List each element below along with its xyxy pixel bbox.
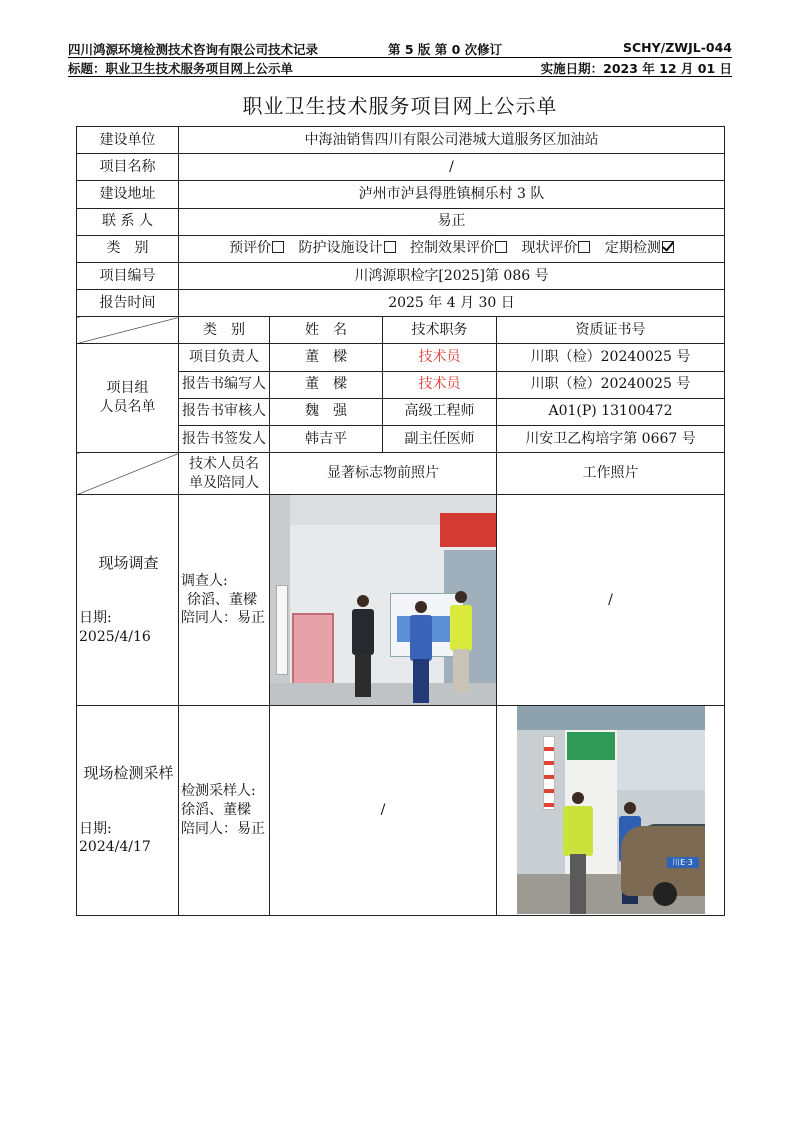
survey-section-name: 现场调查 [98, 553, 159, 572]
sampling-work-photo [497, 705, 725, 915]
address-value: 泸州市泸县得胜镇桐乐村 3 队 [179, 181, 725, 208]
category-option-label: 定期检测 [604, 240, 661, 257]
team-col-name: 姓 名 [270, 317, 383, 344]
survey-date: 2025/4/16 [79, 629, 151, 646]
team-cert: 川职（检）20240025 号 [497, 371, 725, 398]
implementation-date: 实施日期：2023 年 12 月 01 日 [540, 61, 732, 76]
checkbox-icon [495, 241, 507, 253]
row-report-time [77, 290, 725, 317]
project-name-label: 项目名称 [77, 154, 179, 181]
staff-col-header: 技术人员名单及陪同人 [179, 453, 270, 495]
category-option-protection-design [299, 240, 396, 256]
landmark-photo-image [270, 495, 496, 704]
photo-warning-signs [543, 736, 555, 810]
team-row [77, 344, 725, 371]
team-tech-title: 副主任医师 [383, 425, 497, 452]
sampling-landmark-photo: / [270, 705, 497, 915]
sampling-section-name: 现场检测采样 [83, 764, 174, 783]
survey-staff [179, 495, 270, 705]
category-option-periodic-detection [605, 240, 674, 256]
category-label: 类 别 [77, 235, 179, 262]
team-person-name: 韩吉平 [270, 425, 383, 452]
team-cert: A01(P) 13100472 [497, 398, 725, 425]
diagonal-cell [77, 453, 179, 495]
photo-pump-panel [567, 732, 615, 760]
survey-landmark-photo [270, 495, 497, 705]
team-role: 报告书审核人 [179, 398, 270, 425]
survey-date-label: 日期: [79, 610, 112, 627]
team-person-name: 董 樑 [270, 344, 383, 371]
team-person-name: 董 樑 [270, 371, 383, 398]
row-contact [77, 208, 725, 235]
survey-row [77, 495, 725, 705]
team-tech-title: 技术员 [383, 344, 497, 371]
work-photo-image [517, 706, 705, 914]
photo-vertical-sign [276, 585, 288, 675]
row-project-name [77, 154, 725, 181]
row-construction-unit [77, 127, 725, 154]
photo-car-wheel [653, 882, 677, 906]
category-option-label: 预评价 [229, 240, 272, 257]
contact-value: 易正 [179, 208, 725, 235]
photo-canopy [517, 706, 705, 730]
company-record-title: 四川鸿源环境检测技术咨询有限公司技术记录 [68, 42, 319, 57]
checkbox-icon [578, 241, 590, 253]
report-time-value: 2025 年 4 月 30 日 [179, 290, 725, 317]
team-col-cert: 资质证书号 [497, 317, 725, 344]
team-group-label-line2: 人员名单 [99, 399, 156, 416]
team-header-row [77, 317, 725, 344]
team-person-name: 魏 强 [270, 398, 383, 425]
survey-staff-label: 调查人: [181, 572, 228, 589]
row-address [77, 181, 725, 208]
sampling-date: 2024/4/17 [79, 839, 151, 856]
document-code: SCHY/ZWJL-044 [622, 40, 732, 55]
sampling-staff-names: 徐滔、董樑 [181, 801, 251, 818]
report-time-label: 报告时间 [77, 290, 179, 317]
team-col-title: 技术职务 [383, 317, 497, 344]
team-cert: 川职（检）20240025 号 [497, 344, 725, 371]
project-number-label: 项目编号 [77, 262, 179, 289]
row-project-number [77, 262, 725, 289]
sampling-staff [179, 705, 270, 915]
photo-red-sign [440, 513, 496, 547]
sampling-companion: 陪同人：易正 [181, 820, 265, 837]
version-text: 第 5 版 第 0 次修订 [388, 42, 503, 57]
photo-license-plate: 川E·3 [667, 857, 699, 868]
announcement-table [76, 126, 725, 916]
project-number-value: 川鸿源职检字[2025]第 086 号 [179, 262, 725, 289]
team-group-label [77, 344, 179, 453]
team-role: 项目负责人 [179, 344, 270, 371]
photos-header-row [77, 453, 725, 495]
sampling-date-label: 日期: [79, 820, 112, 837]
sampling-row [77, 705, 725, 915]
landmark-col-header: 显著标志物前照片 [270, 453, 497, 495]
category-option-label: 控制效果评价 [410, 240, 494, 257]
work-col-header: 工作照片 [497, 453, 725, 495]
survey-staff-names: 徐滔、董樑 [187, 591, 257, 608]
team-role: 报告书编写人 [179, 371, 270, 398]
category-option-pre-assessment [229, 240, 284, 256]
header-rule [68, 57, 732, 58]
category-option-label: 防护设施设计 [298, 240, 383, 257]
category-option-control-effect [410, 240, 507, 256]
construction-unit-label: 建设单位 [77, 127, 179, 154]
category-option-label: 现状评价 [521, 240, 578, 257]
row-category [77, 235, 725, 262]
category-option-status-assessment [521, 240, 590, 256]
sampling-staff-label: 检测采样人: [181, 782, 256, 799]
team-cert: 川安卫乙构培字第 0667 号 [497, 425, 725, 452]
checked-checkbox-icon [662, 241, 674, 253]
diagonal-cell [77, 317, 179, 344]
checkbox-icon [272, 241, 284, 253]
survey-work-photo: / [497, 495, 725, 705]
team-tech-title: 技术员 [383, 371, 497, 398]
team-tech-title: 高级工程师 [383, 398, 497, 425]
construction-unit-value: 中海油销售四川有限公司港城大道服务区加油站 [179, 127, 725, 154]
sampling-info [77, 705, 179, 915]
survey-companion: 陪同人：易正 [181, 610, 265, 627]
team-group-label-line1: 项目组 [106, 380, 149, 397]
project-name-value: / [179, 154, 725, 181]
header-rule-bottom [68, 76, 732, 77]
team-role: 报告书签发人 [179, 425, 270, 452]
contact-label: 联 系 人 [77, 208, 179, 235]
header-title-line: 标题：职业卫生技术服务项目网上公示单 [68, 61, 294, 76]
address-label: 建设地址 [77, 181, 179, 208]
team-col-category: 类 别 [179, 317, 270, 344]
category-options [179, 235, 725, 262]
survey-info [77, 495, 179, 705]
page-title: 职业卫生技术服务项目网上公示单 [242, 94, 558, 118]
checkbox-icon [384, 241, 396, 253]
